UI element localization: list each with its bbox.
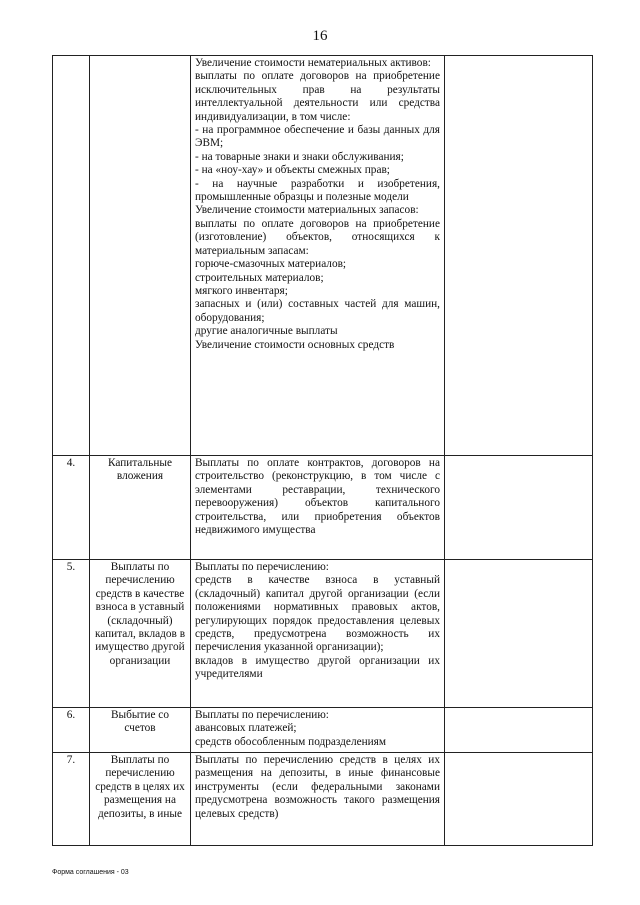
description-line: - на программное обеспечение и базы данных для ЭВМ; — [195, 124, 440, 150]
row-name: Капитальные вложения — [90, 456, 191, 560]
description-line: - на научные разработки и изобретения, промышленные образцы и полезные модели — [195, 177, 440, 204]
description-line: авансовых платежей; — [195, 722, 297, 735]
description-line: Увеличение стоимости нематериальных активов: — [195, 57, 431, 69]
row-description — [191, 456, 445, 560]
row-name: Выбытие со счетов — [90, 708, 191, 753]
description-line: мягкого инвентаря; — [195, 284, 288, 297]
row-description — [191, 708, 445, 753]
page-number: 16 — [312, 28, 328, 44]
description-line: - на «ноу-хау» и объекты смежных прав; — [195, 164, 390, 177]
table-row — [53, 456, 593, 560]
description-line: Увеличение стоимости основных средств — [195, 338, 395, 351]
description-line: Выплаты по перечислению средств в целях их размещения на депозиты, в иные финансовые инструменты (если федеральными законами предусмотрена возможность такого размещения целевых средств) — [195, 754, 440, 820]
row-description — [191, 560, 445, 708]
description-line: Выплаты по перечислению: — [195, 561, 329, 573]
payments-table — [52, 55, 593, 846]
description-line: средств в качестве взноса в уставный (складочный) капитал другой организации (если положениями нормативных правовых актов, регулирующих порядок предоставления целевых средств, предусмотрена возможность их перечисления указанной организации); — [195, 574, 440, 654]
description-line: другие аналогичные выплаты — [195, 325, 338, 338]
empty-cell — [445, 753, 593, 846]
row-name — [90, 56, 191, 456]
row-name: Выплаты по перечислению средств в целях их размещения на депозиты, в иные — [90, 753, 191, 846]
empty-cell — [445, 56, 593, 456]
description-line: Увеличение стоимости материальных запасов: — [195, 204, 419, 217]
table-row — [53, 56, 593, 456]
table-row — [53, 708, 593, 753]
description-line: вкладов в имущество другой организации их учредителями — [195, 654, 440, 681]
table-row — [53, 560, 593, 708]
description-line: Выплаты по оплате контрактов, договоров на строительство (реконструкцию, в том числе с элементами реставрации, технического перевооружения) объектов капитального строительства, или приобретения объектов недвижимого имущества — [195, 457, 440, 537]
footer-form-label: Форма соглашения - 03 — [52, 869, 129, 876]
description-line: строительных материалов; — [195, 271, 324, 284]
description-line: запасных и (или) составных частей для машин, оборудования; — [195, 298, 440, 324]
description-line: средств обособленным подразделениям — [195, 735, 387, 748]
row-description — [191, 753, 445, 846]
row-name: Выплаты по перечислению средств в качестве взноса в уставный (складочный) капитал, вкладов в имущество другой организации — [90, 560, 191, 708]
description-line: выплаты по оплате договоров на приобретение (изготовление) объектов, относящихся к материальным запасам: — [195, 217, 440, 257]
description-line: горюче-смазочных материалов; — [195, 258, 347, 271]
empty-cell — [445, 456, 593, 560]
empty-cell — [445, 708, 593, 753]
table-row — [53, 753, 593, 846]
row-description — [191, 56, 445, 456]
description-line: Выплаты по перечислению: — [195, 709, 329, 721]
empty-cell — [445, 560, 593, 708]
row-number: 4. — [53, 456, 90, 560]
row-number — [53, 56, 90, 456]
row-number: 6. — [53, 708, 90, 753]
row-number: 5. — [53, 560, 90, 708]
row-number: 7. — [53, 753, 90, 846]
description-line: - на товарные знаки и знаки обслуживания; — [195, 150, 404, 163]
description-line: выплаты по оплате договоров на приобретение исключительных прав на результаты интеллектуальной деятельности или средства индивидуализации, в том числе: — [195, 70, 440, 123]
